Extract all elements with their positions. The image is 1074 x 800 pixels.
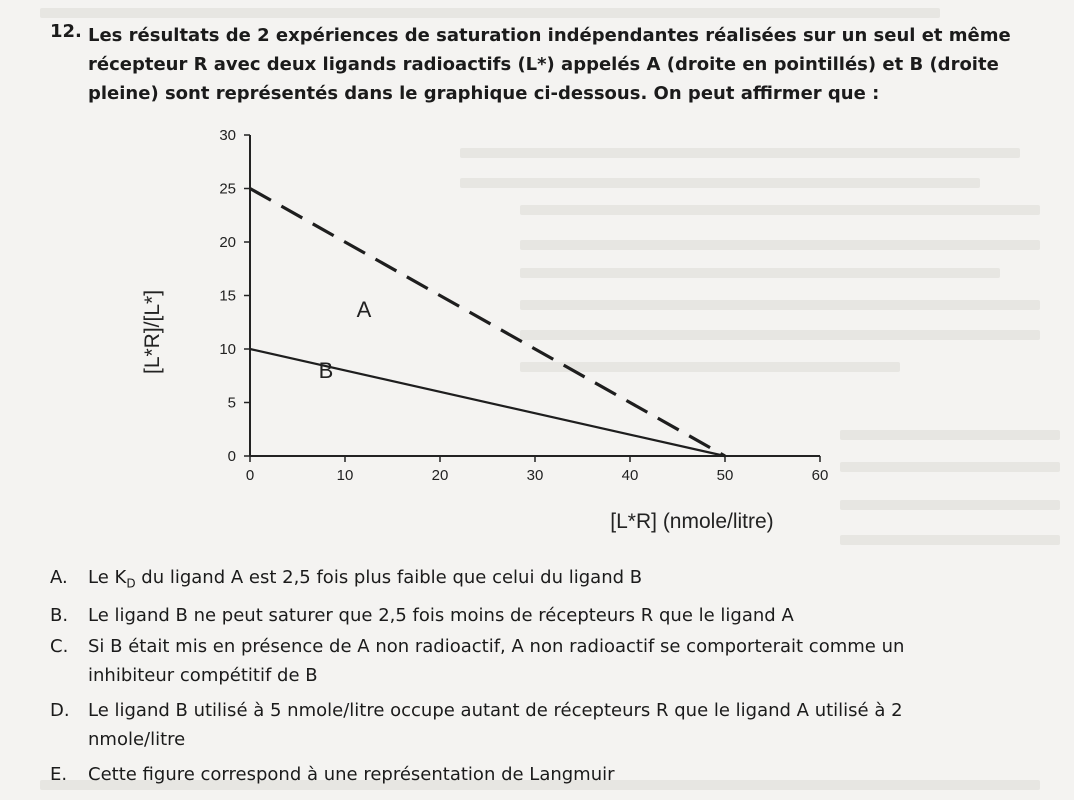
option-text: Le ligand B ne peut saturer que 2,5 fois moins de récepteurs R que le ligand A: [88, 604, 794, 626]
option-text: du ligand A est 2,5 fois plus faible que celui du ligand B: [135, 567, 643, 588]
chart-axes: [250, 135, 820, 456]
option-b[interactable]: [50, 601, 1070, 630]
option-text: Le ligand B utilisé à 5 nmole/litre occupe autant de récepteurs R que le ligand A utilisé à 2: [88, 699, 903, 721]
option-text: Cette figure correspond à une représentation de Langmuir: [88, 763, 615, 785]
option-a[interactable]: [50, 563, 1070, 599]
y-tick-label: 20: [219, 234, 236, 251]
y-axis-ticks: [219, 127, 250, 465]
option-text: inhibiteur compétitif de B: [88, 664, 318, 686]
x-axis-label: [L*R] (nmole/litre): [610, 510, 774, 533]
option-c[interactable]: [50, 632, 1070, 690]
x-tick-label: 30: [526, 467, 544, 484]
y-tick-label: 5: [227, 394, 236, 412]
option-subscript: D: [126, 576, 136, 591]
option-text: Si B était mis en présence de A non radioactif, A non radioactif se comporterait comme un: [88, 635, 905, 657]
x-tick-label: 10: [336, 467, 354, 484]
option-text: nmole/litre: [88, 728, 186, 750]
y-tick-label: 15: [219, 287, 236, 305]
option-e[interactable]: [50, 760, 1070, 789]
y-tick-label: 30: [219, 127, 236, 144]
chart-series: [250, 189, 725, 457]
y-axis-label: [L*R]/[L*]: [141, 289, 164, 375]
question-line: récepteur R avec deux ligands radioactifs (L*) appelés A (droite en pointillés) et B (droite: [88, 54, 999, 75]
scatchard-chart: [130, 120, 850, 540]
question-line: Les résultats de 2 expériences de saturation indépendantes réalisées sur un seul et même: [88, 25, 1011, 46]
y-tick-label: 0: [227, 448, 236, 465]
option-d[interactable]: [50, 696, 1070, 754]
option-letter: D.: [50, 699, 70, 721]
option-letter: C.: [50, 635, 69, 657]
series-label-b: B: [318, 357, 334, 383]
y-tick-label: 10: [219, 341, 236, 358]
option-letter: A.: [50, 567, 68, 588]
question-line: pleine) sont représentés dans le graphique ci-dessous. On peut affirmer que :: [88, 83, 880, 104]
question-number: 12.: [50, 21, 82, 42]
option-letter: B.: [50, 604, 69, 626]
series-line-a: [250, 189, 725, 457]
x-tick-label: 60: [811, 467, 829, 484]
question-text: [88, 21, 1063, 108]
y-tick-label: 25: [219, 180, 236, 198]
x-tick-label: 50: [716, 467, 734, 484]
x-tick-label: 20: [431, 467, 449, 484]
series-label-a: A: [356, 296, 372, 322]
answer-options: [50, 563, 1070, 789]
option-letter: E.: [50, 763, 68, 785]
x-tick-label: 0: [245, 467, 255, 484]
x-axis-ticks: [246, 456, 829, 484]
option-text: Le K: [88, 567, 127, 588]
x-tick-label: 40: [621, 467, 639, 484]
